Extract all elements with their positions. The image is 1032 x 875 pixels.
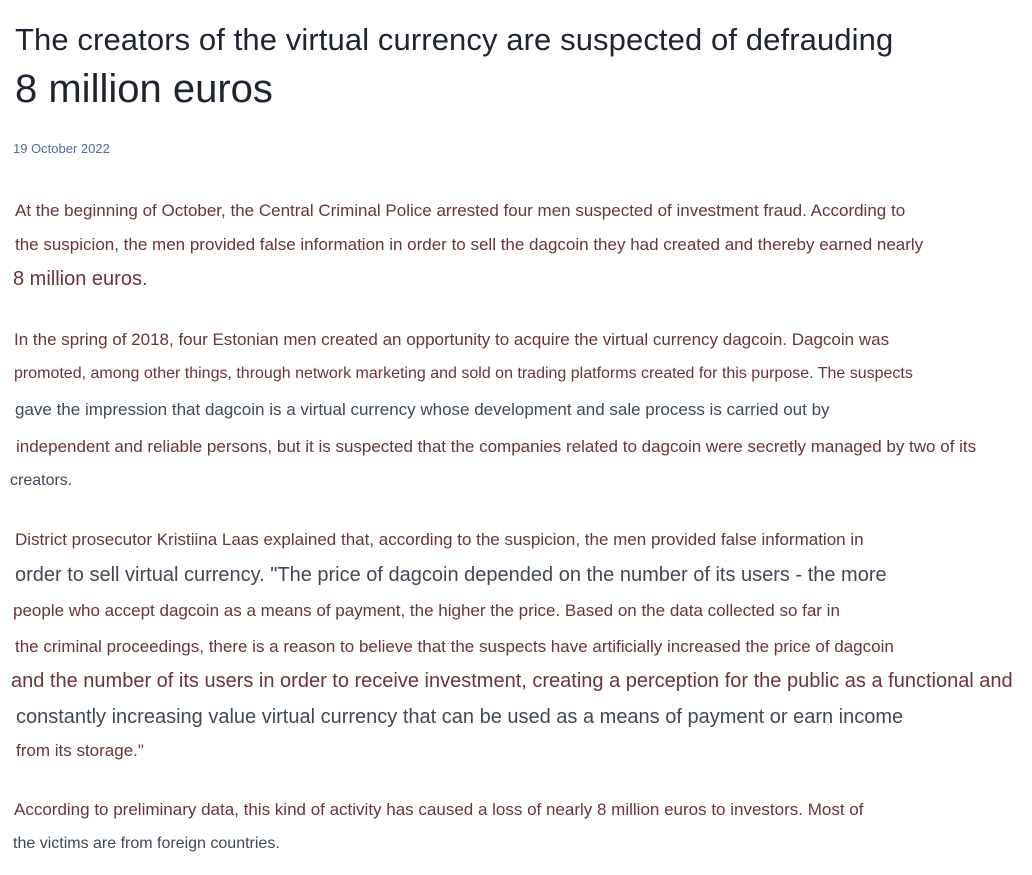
paragraph-line: constantly increasing value virtual currency that can be used as a means of payment or earn income: [16, 706, 904, 728]
article-title-line-1: The creators of the virtual currency are suspected of defrauding: [15, 22, 894, 57]
paragraph-line: gave the impression that dagcoin is a virtual currency whose development and sale process is carried out by: [15, 400, 830, 419]
paragraph-line: In the spring of 2018, four Estonian men created an opportunity to acquire the virtual currency dagcoin. Dagcoin was: [14, 330, 890, 349]
paragraph-line: promoted, among other things, through network marketing and sold on trading platforms created for this purpose. The suspects: [14, 365, 913, 382]
article-date: 19 October 2022: [13, 141, 110, 156]
paragraph-line: independent and reliable persons, but it is suspected that the companies related to dagcoin were secretly managed by two of its: [16, 437, 977, 456]
paragraph-line: from its storage.": [16, 741, 144, 760]
paragraph-line: the victims are from foreign countries.: [13, 835, 280, 852]
paragraph-line: creators.: [10, 472, 73, 489]
paragraph-line: the criminal proceedings, there is a reason to believe that the suspects have artificially increased the price of dagcoin: [15, 637, 894, 656]
paragraph-line: and the number of its users in order to receive investment, creating a perception for the public as a functional and: [11, 670, 1013, 692]
paragraph-line: order to sell virtual currency. "The price of dagcoin depended on the number of its users - the more: [15, 564, 887, 586]
article-title-line-2: 8 million euros: [15, 67, 273, 111]
paragraph-line: people who accept dagcoin as a means of payment, the higher the price. Based on the data collected so far in: [13, 601, 840, 620]
paragraph-line: According to preliminary data, this kind of activity has caused a loss of nearly 8 million euros to investors. Most of: [14, 800, 864, 819]
paragraph-line: the suspicion, the men provided false information in order to sell the dagcoin they had created and thereby earned nearly: [15, 235, 924, 254]
paragraph-line: District prosecutor Kristiina Laas explained that, according to the suspicion, the men provided false information in: [15, 530, 864, 549]
paragraph-line: 8 million euros.: [13, 268, 148, 290]
paragraph-line: At the beginning of October, the Central Criminal Police arrested four men suspected of investment fraud. According to: [15, 201, 906, 220]
